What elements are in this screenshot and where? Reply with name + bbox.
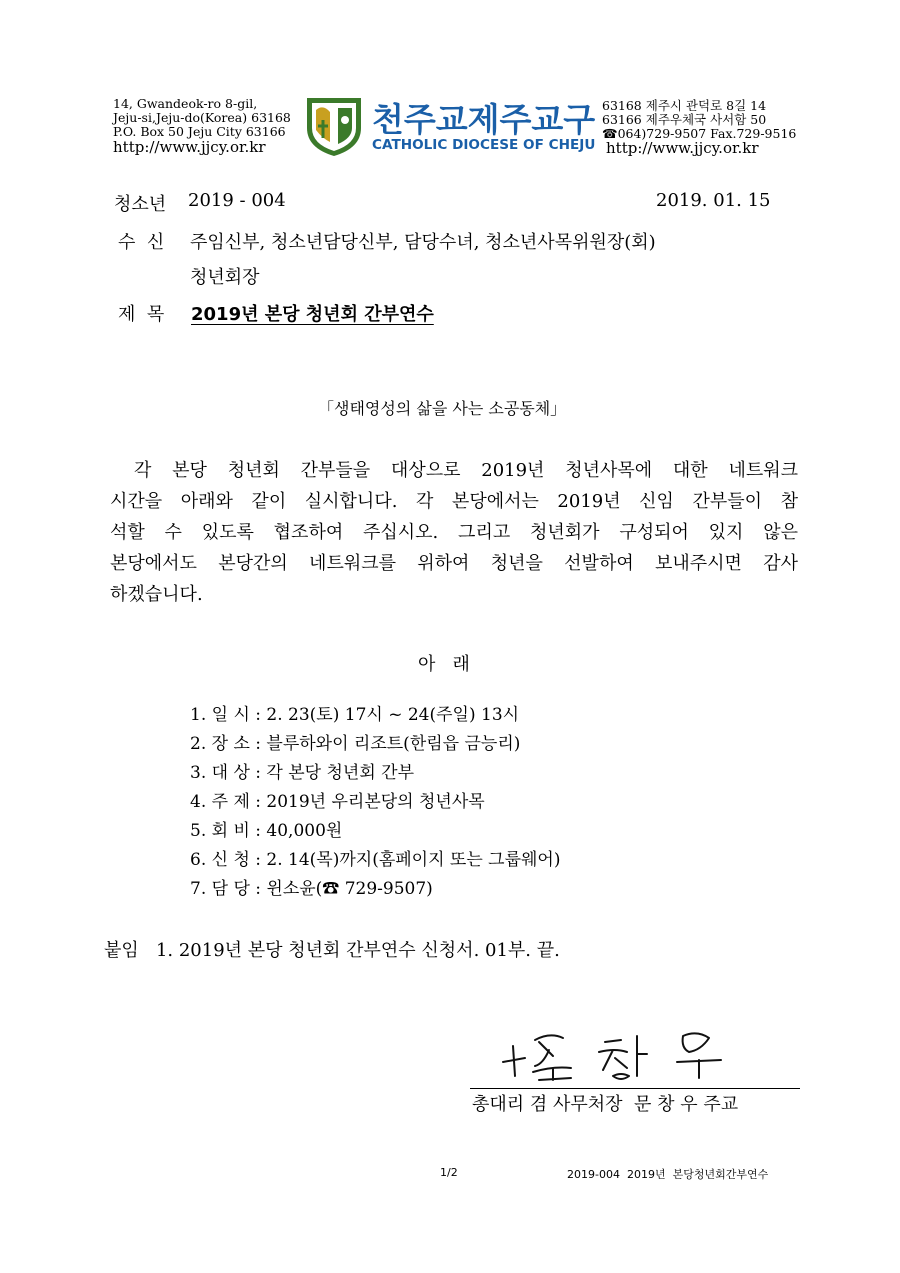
subject-title: 2019년 본당 청년회 간부연수 (191, 304, 434, 325)
body-line: 시간을 아래와 같이 실시합니다. 각 본당에서는 2019년 신임 간부들이 참 (110, 491, 798, 512)
address-ko-line: ☎064)729-9507 Fax.729-9516 (602, 126, 797, 141)
subject-label: 제 목 (118, 304, 165, 325)
section-heading: 아 래 (418, 654, 470, 675)
signer-name: 총대리 겸 사무처장 문 창 우 주교 (472, 1094, 739, 1115)
address-ko (602, 99, 796, 141)
address-en-line: P.O. Box 50 Jeju City 63166 (113, 124, 286, 139)
handwritten-signature (495, 1020, 725, 1082)
address-en (113, 97, 291, 139)
recipients-line: 청년회장 (190, 267, 260, 288)
address-en-line: Jeju-si,Jeju-do(Korea) 63168 (113, 110, 291, 125)
signature-line (470, 1088, 800, 1089)
list-item: 4. 주 제 : 2019년 우리본당의 청년사목 (190, 792, 485, 812)
body-line: 하겠습니다. (110, 584, 203, 605)
list-item: 6. 신 청 : 2. 14(목)까지(홈페이지 또는 그룹웨어) (190, 850, 561, 870)
list-item: 3. 대 상 : 각 본당 청년회 간부 (190, 763, 414, 783)
attachment-note: 붙임 1. 2019년 본당 청년회 간부연수 신청서. 01부. 끝. (104, 940, 560, 961)
doc-date: 2019. 01. 15 (656, 190, 771, 211)
doc-number: 2019 - 004 (188, 190, 286, 211)
list-item: 7. 담 당 : 윈소윤(☎ 729-9507) (190, 879, 433, 899)
list-item: 2. 장 소 : 블루하와이 리조트(한림읍 금능리) (190, 734, 521, 754)
page-number: 1/2 (440, 1166, 458, 1179)
body-paragraph (110, 455, 798, 610)
motto: 「생태영성의 삶을 사는 소공동체」 (318, 399, 567, 418)
body-line: 각 본당 청년회 간부들을 대상으로 2019년 청년사목에 대한 네트워크 (134, 460, 798, 481)
org-name-en: CATHOLIC DIOCESE OF CHEJU (372, 137, 596, 153)
address-ko-line: 63166 제주우체국 사서함 50 (602, 112, 767, 127)
address-en-line: 14, Gwandeok-ro 8-gil, (113, 96, 258, 111)
details-list (190, 700, 560, 903)
list-item: 5. 회 비 : 40,000원 (190, 821, 343, 841)
footer-doc-ref: 2019-004 2019년 본당청년회간부연수 (567, 1168, 769, 1181)
website-link-right[interactable]: http://www.jjcy.or.kr (606, 139, 759, 157)
recipient-label: 수 신 (118, 232, 165, 253)
diocese-emblem-logo (303, 94, 365, 158)
recipients-line: 주임신부, 청소년담당신부, 담당수녀, 청소년사목위원장(회) (190, 232, 656, 253)
org-name-ko: 천주교제주교구 (372, 100, 596, 139)
address-ko-line: 63168 제주시 관덕로 8길 14 (602, 98, 767, 113)
body-line: 석할 수 있도록 협조하여 주십시오. 그리고 청년회가 구성되어 있지 않은 (110, 522, 798, 543)
doc-number-label: 청소년 (114, 194, 167, 215)
body-line: 본당에서도 본당간의 네트워크를 위하여 청년을 선발하여 보내주시면 감사 (110, 553, 798, 574)
website-link-left[interactable]: http://www.jjcy.or.kr (113, 138, 266, 156)
list-item: 1. 일 시 : 2. 23(토) 17시 ~ 24(주일) 13시 (190, 705, 520, 725)
